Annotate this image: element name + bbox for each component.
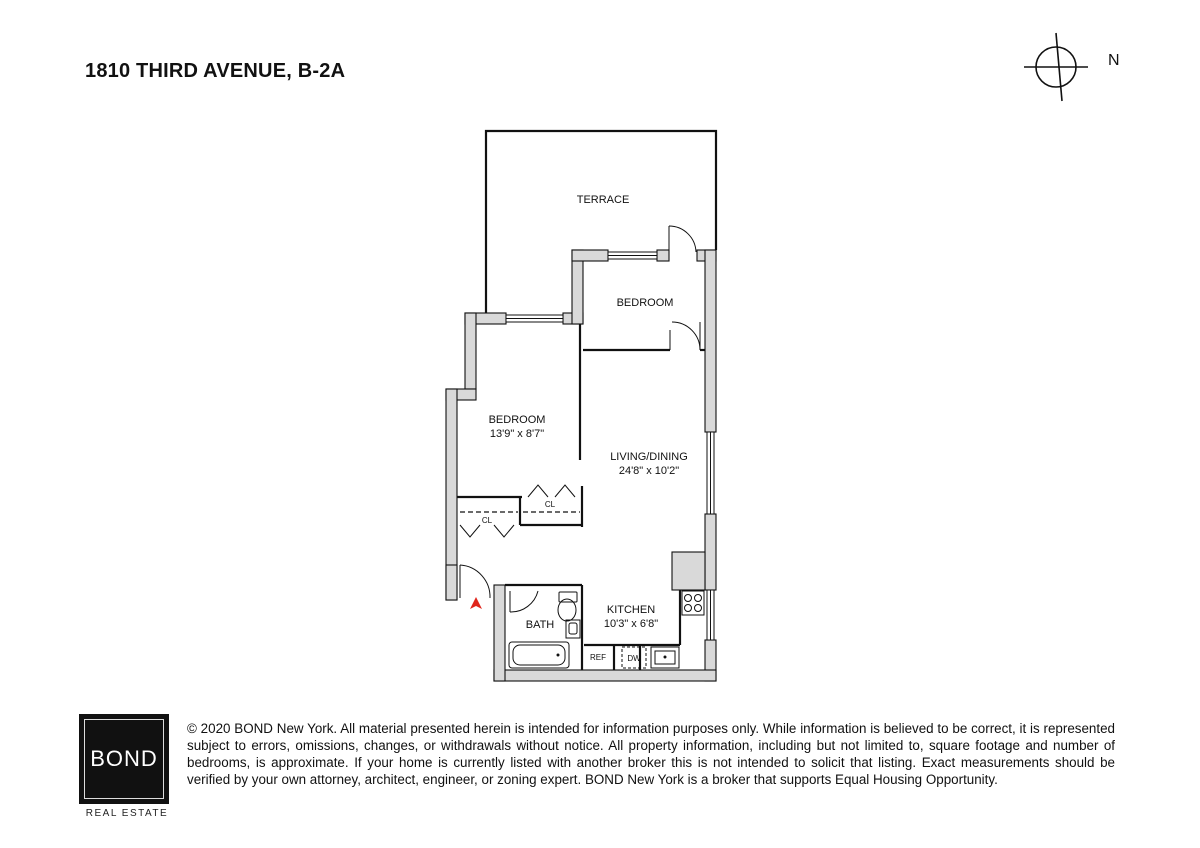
label-dw: DW	[627, 654, 641, 663]
bond-logo	[79, 714, 169, 804]
room-size-bedroom-main: 13'9" x 8'7"	[489, 428, 545, 440]
room-label-closet-1: CL	[481, 516, 493, 525]
entry-arrow-icon	[470, 597, 482, 609]
room-label-living: LIVING/DINING	[610, 451, 688, 463]
label-ref: REF	[590, 653, 606, 662]
terrace-outline	[486, 131, 716, 318]
page-title: 1810 THIRD AVENUE, B-2A	[85, 60, 346, 82]
room-label-bedroom-small: BEDROOM	[616, 297, 674, 309]
room-label-bath: BATH	[525, 619, 555, 631]
disclaimer-text: © 2020 BOND New York. All material presented herein is intended for information purposes only. While information is believed to be correct, it is represented subject to errors, omissions, changes, or withdrawals without notice. All property information, including but not limited to, square footage and number of bedrooms, is approximate. If your home is currently listed with another broker this is not intended to solicit that listing. Exact measurements should be verified by your own attorney, architect, engineer, or zoning expert. BOND New York is a broker that supports Equal Housing Opportunity.	[187, 721, 1115, 787]
logo-subtitle: REAL ESTATE	[85, 808, 169, 819]
room-label-kitchen: KITCHEN	[606, 604, 656, 616]
room-size-living: 24'8" x 10'2"	[618, 465, 680, 477]
logo-text: BOND	[90, 746, 158, 771]
room-label-terrace: TERRACE	[576, 194, 630, 206]
compass-icon	[1024, 33, 1088, 101]
north-label: N	[1108, 52, 1120, 69]
room-label-bedroom-main: BEDROOM	[488, 414, 546, 426]
room-size-kitchen: 10'3" x 6'8"	[603, 618, 659, 630]
room-label-closet-2: CL	[544, 500, 556, 509]
logo-frame	[84, 719, 164, 799]
